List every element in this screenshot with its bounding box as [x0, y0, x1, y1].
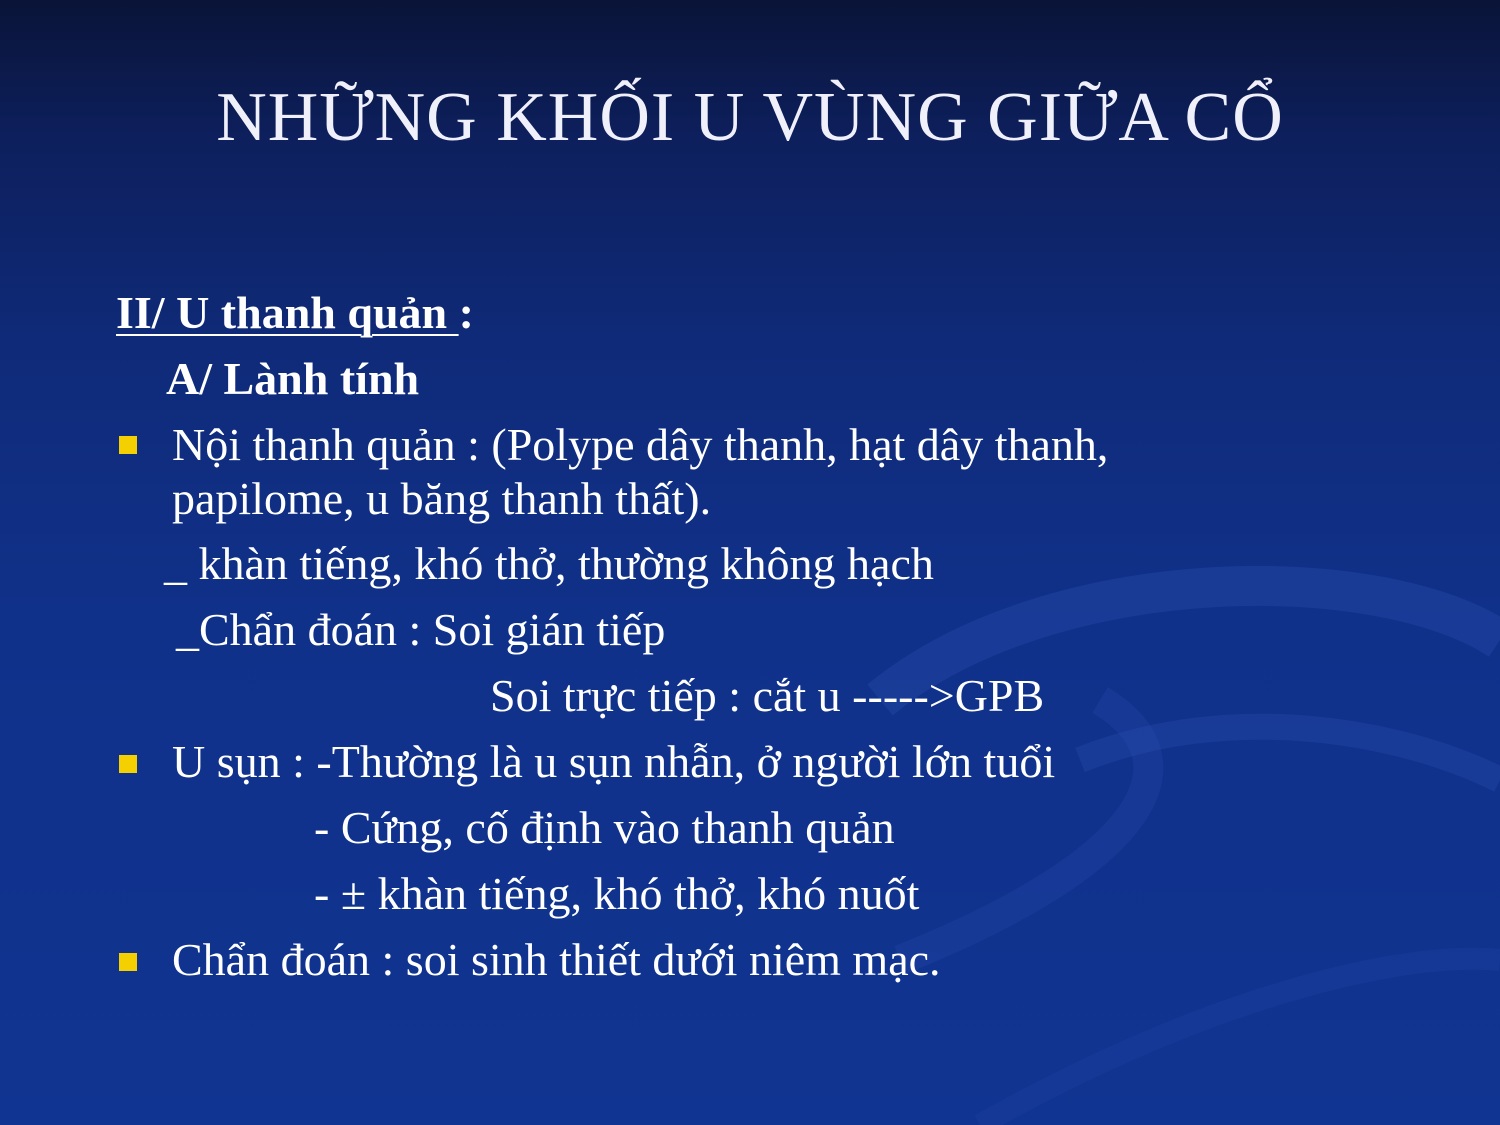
bullet-3-line-1: Chẩn đoán : soi sinh thiết dưới niêm mạc.	[172, 934, 941, 985]
detail-line-3: Soi trực tiếp : cắt u ----->GPB	[490, 670, 1045, 721]
bullet-square-icon	[119, 436, 137, 454]
section-heading	[116, 286, 474, 339]
bullet-1-line-1: Nội thanh quản : (Polype dây thanh, hạt dây thanh,	[172, 419, 1109, 470]
detail-line-4: - Cứng, cố định vào thanh quản	[314, 802, 895, 853]
bullet-square-icon	[119, 755, 137, 773]
detail-line-5: - ± khàn tiếng, khó thở, khó nuốt	[314, 868, 920, 919]
bullet-2-line-1: U sụn : -Thường là u sụn nhẫn, ở người lớn tuổi	[172, 736, 1056, 787]
subheading: A/ Lành tính	[166, 353, 420, 404]
bullet-square-icon	[119, 953, 137, 971]
section-heading-colon: :	[458, 287, 474, 338]
section-heading-text: II/ U thanh quản	[116, 287, 459, 338]
slide-title: NHỮNG KHỐI U VÙNG GIỮA CỔ	[216, 79, 1284, 156]
detail-line-2: _Chẩn đoán : Soi gián tiếp	[176, 604, 666, 655]
bullet-1-line-2: papilome, u băng thanh thất).	[172, 473, 712, 524]
detail-line-1: _ khàn tiếng, khó thở, thường không hạch	[164, 538, 934, 589]
